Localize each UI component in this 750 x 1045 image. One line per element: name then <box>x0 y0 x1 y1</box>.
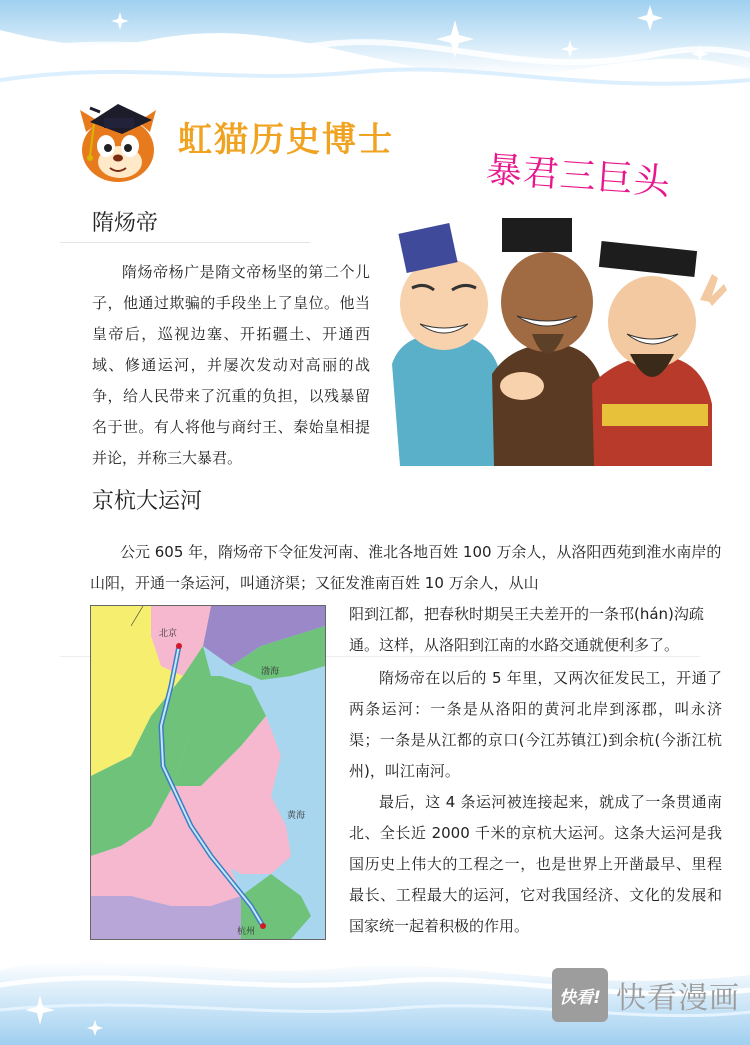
canal-paragraph-3: 最后，这 4 条运河被连接起来，就成了一条贯通南北、全长近 2000 千米的京杭大运河。这条大运河是我国历史上伟大的工程之一，也是世界上开凿最早、里程最长、工程最大的运河，它对我国经济、文化的发展和国家统一起着积极的作用。 <box>349 793 722 935</box>
kuaikan-logo-text: 快看漫画 <box>616 981 740 1016</box>
canal-paragraph-1: 公元 605 年，隋炀帝下令征发河南、淮北各地百姓 100 万余人，从洛阳西苑到淮水南岸的山阳，开通一条运河，叫通济渠；又征发淮南百姓 10 万余人，从山 <box>90 543 722 592</box>
map-label-beijing: 北京 <box>159 629 178 639</box>
emperor-paragraph: 隋炀帝杨广是隋文帝杨坚的第二个儿子，他通过欺骗的手段坐上了皇位。他当皇帝后，巡视边塞、开拓疆土、开通西域、修通运河，并屡次发动对高丽的战争，给人民带来了沉重的负担，以残暴留名于世。有人将他与商纣王、秦始皇相提并论，并称三大暴君。 <box>92 263 370 467</box>
kuaikan-watermark <box>552 968 740 1022</box>
map-label-hangzhou: 杭州 <box>237 927 256 937</box>
canal-paragraph-1-continued: 阳到江都，把春秋时期吴王夫差开的一条邗(hán)沟疏通。这样，从洛阳到江南的水路交通就便利多了。 <box>349 605 704 654</box>
section-heading-emperor: 隋炀帝 <box>92 211 159 236</box>
cat-scholar-mascot <box>60 70 170 190</box>
map-label-huanghai: 黄海 <box>287 811 306 821</box>
canal-paragraph-2: 隋炀帝在以后的 5 年里，又两次征发民工，开通了两条运河：一条是从洛阳的黄河北岸到涿郡，叫永济渠；一条是从江都的京口(今江苏镇江)到余杭(今浙江杭州)，叫江南河。 <box>349 669 722 780</box>
grand-canal-map-graphic <box>91 606 325 939</box>
kuaikan-logo-badge: 快看! <box>552 968 608 1022</box>
heading-divider <box>60 242 310 243</box>
three-emperors-illustration <box>382 204 728 472</box>
series-title: 虹猫历史博士 <box>178 120 394 160</box>
section-heading-canal: 京杭大运河 <box>92 489 203 514</box>
grand-canal-map <box>90 605 326 940</box>
topic-title: 暴君三巨头 <box>484 149 673 204</box>
map-label-bohai: 渤海 <box>261 667 280 677</box>
